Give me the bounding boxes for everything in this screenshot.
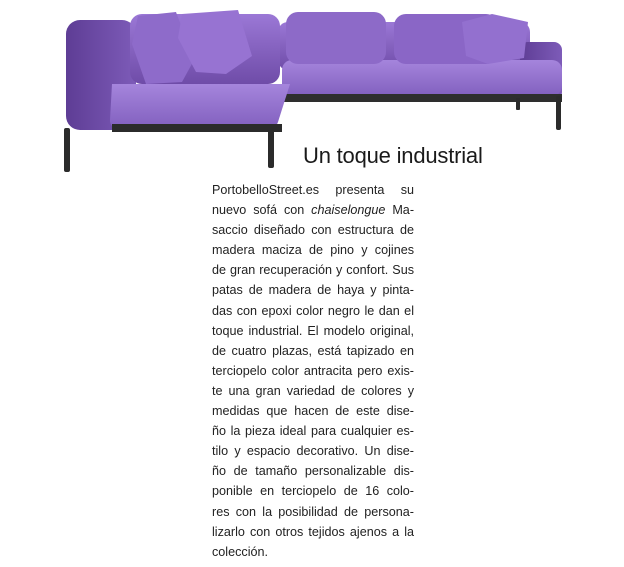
body-line: PortobelloStreet.es presenta su: [212, 183, 414, 197]
body-line: madera maciza de pino y cojines: [212, 243, 414, 258]
body-line: tilo y espacio decorativo. Un dise-: [212, 444, 414, 459]
body-line: patas de madera de haya y pinta-: [212, 283, 414, 298]
body-line: de cuatro plazas, está tapizado en: [212, 343, 414, 358]
body-line: colección.: [212, 544, 269, 559]
body-line: terciopelo color antracita pero exis-: [212, 363, 414, 378]
body-line: ño de tamaño personalizable dis-: [212, 464, 414, 479]
body-line: te una gran variedad de colores y: [212, 383, 414, 398]
back-cushion: [286, 12, 386, 64]
body-line: res con la posibilidad de persona-: [212, 504, 414, 519]
body-line: ponible en terciopelo de 16 colo-: [212, 484, 414, 499]
body-line: das con epoxi color negro le dan el: [212, 303, 414, 318]
article-body: [212, 180, 414, 562]
article-title: Un toque industrial: [303, 143, 483, 168]
body-line: saccio diseñado con estructura de: [212, 223, 414, 238]
body-line: toque industrial. El modelo original,: [212, 323, 414, 338]
body-line: [212, 200, 414, 220]
body-line: ño la pieza ideal para cualquier es-: [212, 424, 414, 439]
body-line: de gran recuperación y confort. Sus: [212, 263, 414, 278]
body-line: medidas que hacen de este dise-: [212, 404, 414, 419]
body-line: lizarlo con otros tejidos ajenos a la: [212, 524, 414, 539]
body-line-text: nuevo sofá con: [212, 203, 312, 218]
body-line-text: Ma-: [385, 203, 415, 218]
emphasis-term: chaiselongue: [311, 203, 386, 218]
throw-pillow: [462, 14, 528, 64]
